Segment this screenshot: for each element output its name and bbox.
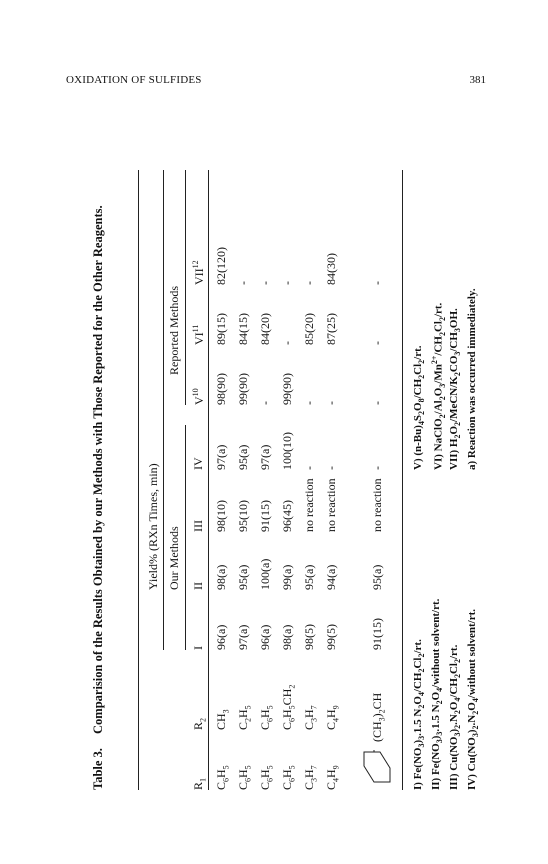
- table-cell-yield: -: [324, 401, 338, 405]
- table-cell-substituent: $C_4H_9$: [324, 765, 341, 790]
- table-cell-yield: 97(a): [258, 444, 272, 470]
- table-cell-yield: 99(a): [280, 564, 294, 590]
- footnote-right: VII) $H_2O_2/MeCN/K_2CO_3/CH_3OH$.: [448, 308, 463, 470]
- table-cell-substituent: $C_4H_9$: [324, 705, 341, 730]
- table-cell-yield: 99(5): [324, 624, 338, 650]
- table-cell-yield: 95(a): [302, 564, 316, 590]
- footnote-left: I) $Fe(NO_3)_3.1.5$ $N_2O_4/CH_2Cl_2/rt$.: [412, 639, 427, 790]
- table-cell-yield: 97(a): [214, 444, 228, 470]
- table-cell-yield: 91(15): [370, 618, 384, 650]
- header-rule: [208, 170, 209, 790]
- cyclohexyl-structure-icon: [360, 748, 396, 786]
- group-header: Yield% (RXn Times, min): [146, 463, 160, 590]
- table-cell-yield: 95(a): [236, 444, 250, 470]
- table-cell-substituent: $C_6H_5CH_2$: [280, 684, 297, 730]
- table-cell-substituent: $C_3H_7$: [302, 765, 319, 790]
- table-cell-yield: 96(45): [280, 500, 294, 532]
- caption-label: Table 3.: [91, 748, 105, 790]
- table-cell-substituent: $C_6H_5$: [258, 705, 275, 730]
- table-cell-yield: 85(20): [302, 313, 316, 345]
- table-cell-substituent: $C_2H_5$: [236, 705, 253, 730]
- table-cell-yield: 84(15): [236, 313, 250, 345]
- table-cell-yield: 84(30): [324, 253, 338, 285]
- table-cell-yield: 89(15): [214, 313, 228, 345]
- table-cell-yield: -: [370, 341, 384, 345]
- table-cell-yield: 95(a): [236, 564, 250, 590]
- our-methods-header: Our Methods: [167, 526, 181, 590]
- table-cell-yield: 94(a): [324, 564, 338, 590]
- footnote-left: II) $Fe(NO_3)_3.1.5$ $N_2O_4$/without solvent/rt.: [430, 598, 445, 790]
- table-cell-yield: -: [302, 401, 316, 405]
- table-cell-yield: -: [280, 341, 294, 345]
- table-caption: [90, 190, 106, 790]
- table-cell-yield: 98(5): [302, 624, 316, 650]
- column-header: $R_1$: [191, 777, 208, 790]
- table-cell-yield: 96(a): [258, 624, 272, 650]
- column-header: II: [191, 582, 205, 590]
- table-cell-yield: 95(a): [370, 564, 384, 590]
- table-cell-yield: 96(a): [214, 624, 228, 650]
- table-cell-yield: 91(15): [258, 500, 272, 532]
- table-cell-yield: 87(25): [324, 313, 338, 345]
- table-cell-yield: 99(90): [280, 373, 294, 405]
- table-cell-yield: -: [280, 281, 294, 285]
- table-cell-yield: -: [370, 401, 384, 405]
- column-header: $R_2$: [191, 717, 208, 730]
- caption-text: Comparision of the Results Obtained by our Methods with Those Reported for the Other Reagents.: [91, 205, 105, 734]
- rotated-table-block: [90, 130, 481, 790]
- table-cell-substituent: $CH_3$: [214, 709, 231, 730]
- column-header: $V^{10}$: [191, 388, 206, 405]
- table-cell-yield: -: [258, 401, 272, 405]
- table-cell-yield: 82(120): [214, 247, 228, 285]
- table-cell-yield: 97(a): [236, 624, 250, 650]
- table-cell-yield: -: [324, 466, 338, 470]
- column-header: VI$^{11}$: [191, 324, 206, 345]
- group-rule: [163, 170, 164, 650]
- table-cell-yield: 98(a): [214, 564, 228, 590]
- table-top-rule: [138, 170, 139, 790]
- table-cell-yield: -: [258, 281, 272, 285]
- table-cell-yield: -: [302, 466, 316, 470]
- table-cell-yield: -: [236, 281, 250, 285]
- table-cell-substituent: $C_6H_5$: [258, 765, 275, 790]
- column-header: III: [191, 520, 205, 532]
- table-cell-substituent: $(CH_3)_2CH$: [370, 692, 387, 742]
- table-cell-substituent: $C_6H_5$: [214, 765, 231, 790]
- table-cell-yield: -: [370, 281, 384, 285]
- footnote-right: a) Reaction was occurred immediately.: [466, 288, 478, 470]
- table-cell-yield: 100(10): [280, 432, 294, 470]
- table-cell-yield: no reaction: [324, 478, 338, 532]
- table-cell-yield: 100(a): [258, 558, 272, 590]
- footnote-right: VI) $NaClO_2/Al_2O_3/Mn^{2+}/CH_2Cl_2/rt$.: [430, 302, 447, 470]
- column-header: VII$^{12}$: [191, 260, 206, 285]
- table-cell-substituent: $C_3H_7$: [302, 705, 319, 730]
- table-bottom-rule: [402, 170, 403, 790]
- column-header: I: [191, 646, 205, 650]
- table-cell-yield: -: [370, 466, 384, 470]
- table-cell-yield: no reaction: [302, 478, 316, 532]
- table-cell-yield: no reaction: [370, 478, 384, 532]
- footnote-right: V) $(n-Bu)_4S_2O_8/CH_2Cl_2/rt$.: [412, 345, 427, 470]
- page-number: 381: [469, 74, 486, 86]
- footnote-left: III) $Cu(NO_3)_2.N_2O_4/CH_2Cl_2/rt$.: [448, 644, 463, 790]
- table-cell-yield: 98(10): [214, 500, 228, 532]
- table-cell-yield: 98(90): [214, 373, 228, 405]
- table-cell-yield: -: [302, 281, 316, 285]
- our-methods-rule: [185, 425, 186, 650]
- table-cell-yield: 84(20): [258, 313, 272, 345]
- table-cell-yield: 95(10): [236, 500, 250, 532]
- column-header: IV: [191, 457, 205, 470]
- reported-methods-rule: [185, 170, 186, 405]
- table-cell-yield: 98(a): [280, 624, 294, 650]
- table-cell-substituent: $C_6H_5$: [280, 765, 297, 790]
- reported-methods-header: Reported Methods: [167, 286, 181, 375]
- table-cell-yield: 99(90): [236, 373, 250, 405]
- table-cell-substituent: $C_6H_5$: [236, 765, 253, 790]
- footnote-left: IV) $Cu(NO_3)_2.N_2O_4$/without solvent/rt.: [466, 608, 481, 790]
- running-head: OXIDATION OF SULFIDES: [66, 74, 202, 86]
